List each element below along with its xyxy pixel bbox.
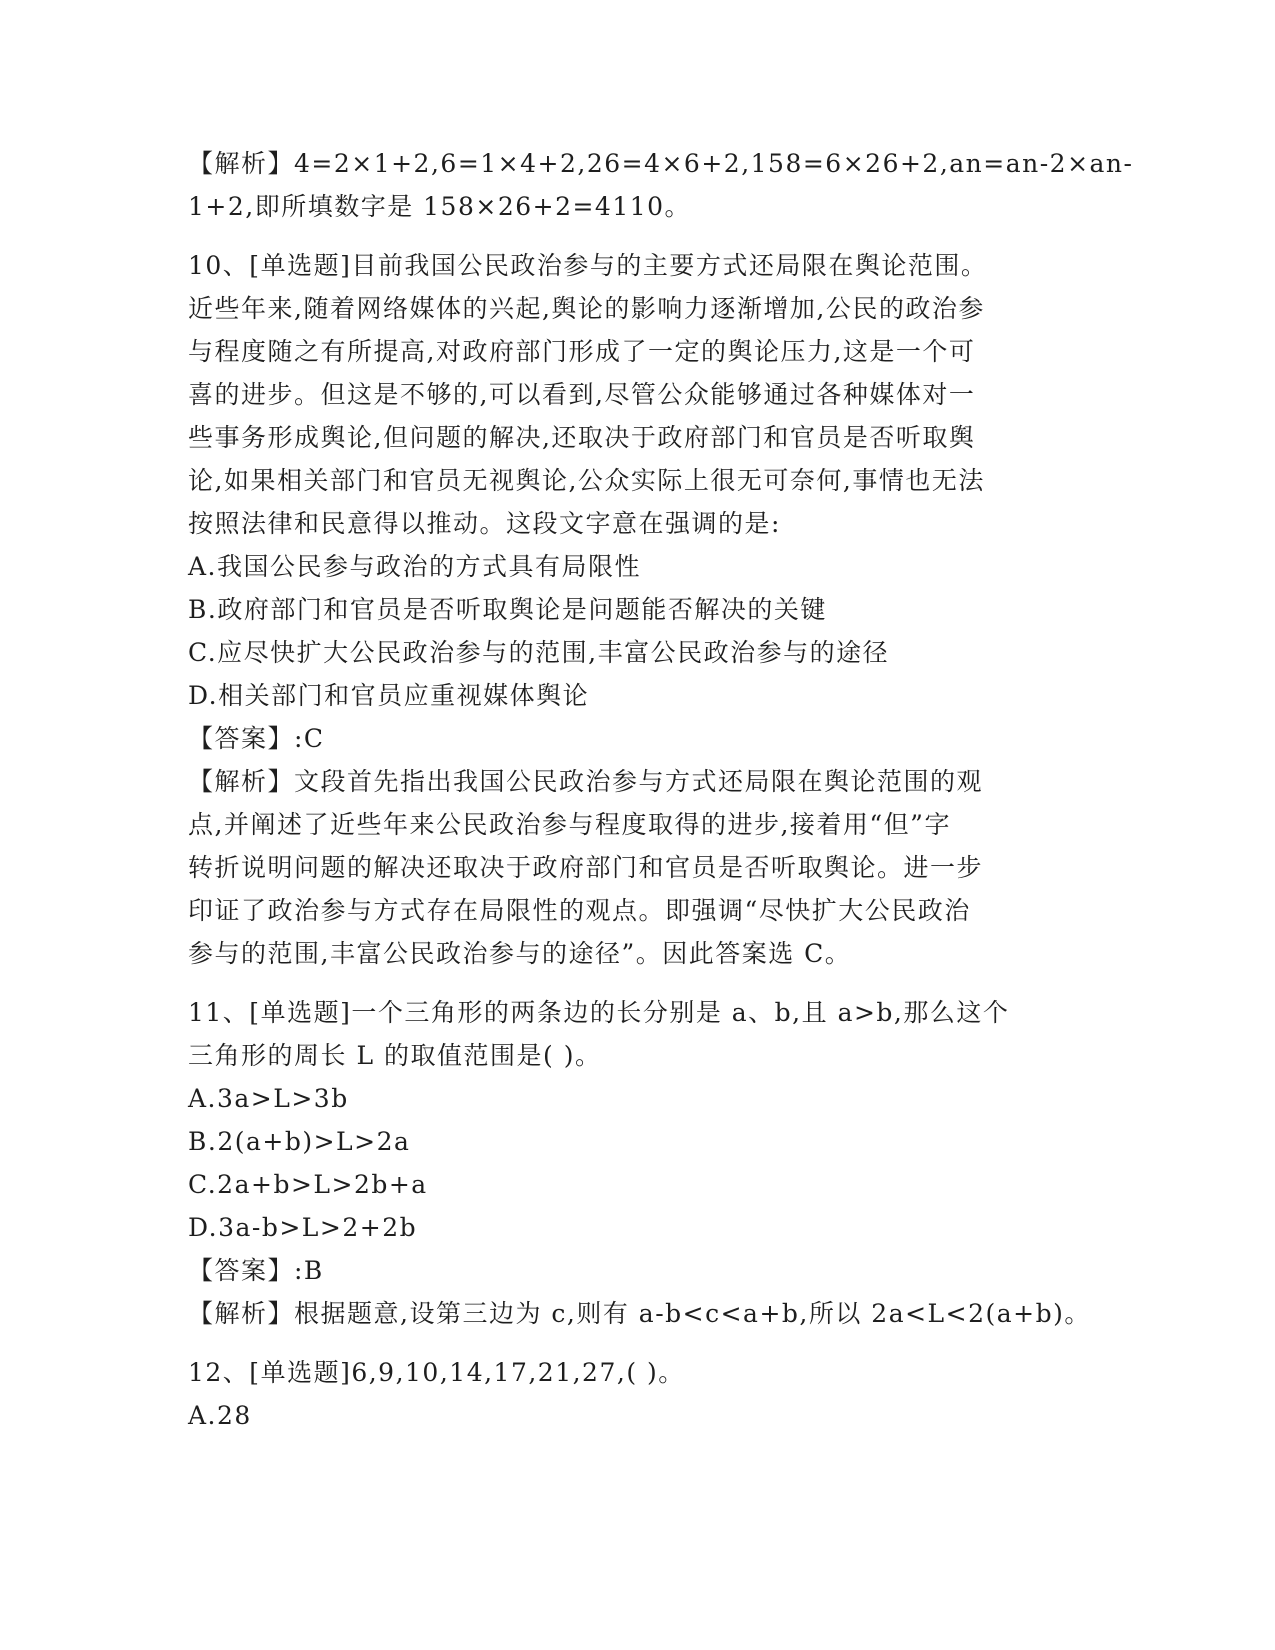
- document-page: [188, 142, 1134, 1437]
- option-a: A.我国公民参与政治的方式具有局限性: [188, 552, 642, 581]
- question-block-q10: [188, 244, 1088, 975]
- question-stem-line: 12、[单选题]6,9,10,14,17,21,27,( )。: [188, 1358, 685, 1387]
- analysis-line: 【解析】4=2×1+2,6=1×4+2,26=4×6+2,158=6×26+2,an=an-2×an-: [188, 149, 1134, 178]
- option-d: D.3a-b>L>2+2b: [188, 1213, 418, 1242]
- answer-line: 【答案】:B: [188, 1256, 324, 1285]
- analysis-line: 参与的范围,丰富公民政治参与的途径”。因此答案选 C。: [188, 939, 852, 968]
- analysis-line: 转折说明问题的解决还取决于政府部门和官员是否听取舆论。进一步: [188, 853, 984, 882]
- question-stem-line: 与程度随之有所提高,对政府部门形成了一定的舆论压力,这是一个可: [188, 337, 976, 366]
- analysis-line: 印证了政治参与方式存在局限性的观点。即强调“尽快扩大公民政治: [188, 896, 971, 925]
- question-stem-line: 些事务形成舆论,但问题的解决,还取决于政府部门和官员是否听取舆: [188, 423, 976, 452]
- question-stem-line: 论,如果相关部门和官员无视舆论,公众实际上很无可奈何,事情也无法: [188, 466, 985, 495]
- analysis-line: 点,并阐述了近些年来公民政治参与程度取得的进步,接着用“但”字: [188, 810, 951, 839]
- option-c: C.应尽快扩大公民政治参与的范围,丰富公民政治参与的途径: [188, 638, 890, 667]
- question-stem-line: 10、[单选题]目前我国公民政治参与的主要方式还局限在舆论范围。: [188, 251, 988, 280]
- question-block-q12: [188, 1351, 1088, 1437]
- analysis-line: 1+2,即所填数字是 158×26+2=4110。: [188, 192, 692, 221]
- analysis-line: 【解析】文段首先指出我国公民政治参与方式还局限在舆论范围的观: [188, 767, 984, 796]
- option-c: C.2a+b>L>2b+a: [188, 1170, 428, 1199]
- answer-line: 【答案】:C: [188, 724, 325, 753]
- option-d: D.相关部门和官员应重视媒体舆论: [188, 681, 590, 710]
- question-stem-line: 喜的进步。但这是不够的,可以看到,尽管公众能够通过各种媒体对一: [188, 380, 976, 409]
- analysis-line: 【解析】根据题意,设第三边为 c,则有 a-b<c<a+b,所以 2a<L<2(a+b)。: [188, 1299, 1091, 1328]
- question-stem-line: 11、[单选题]一个三角形的两条边的长分别是 a、b,且 a>b,那么这个: [188, 998, 1010, 1027]
- question-stem-line: 三角形的周长 L 的取值范围是( )。: [188, 1041, 602, 1070]
- option-a: A.3a>L>3b: [188, 1084, 349, 1113]
- analysis-block-q9: [188, 142, 1134, 228]
- question-block-q11: [188, 991, 1091, 1335]
- option-a: A.28: [188, 1401, 252, 1430]
- question-stem-line: 近些年来,随着网络媒体的兴起,舆论的影响力逐渐增加,公民的政治参: [188, 294, 985, 323]
- question-stem-line: 按照法律和民意得以推动。这段文字意在强调的是:: [188, 509, 781, 538]
- option-b: B.2(a+b)>L>2a: [188, 1127, 411, 1156]
- option-b: B.政府部门和官员是否听取舆论是问题能否解决的关键: [188, 595, 827, 624]
